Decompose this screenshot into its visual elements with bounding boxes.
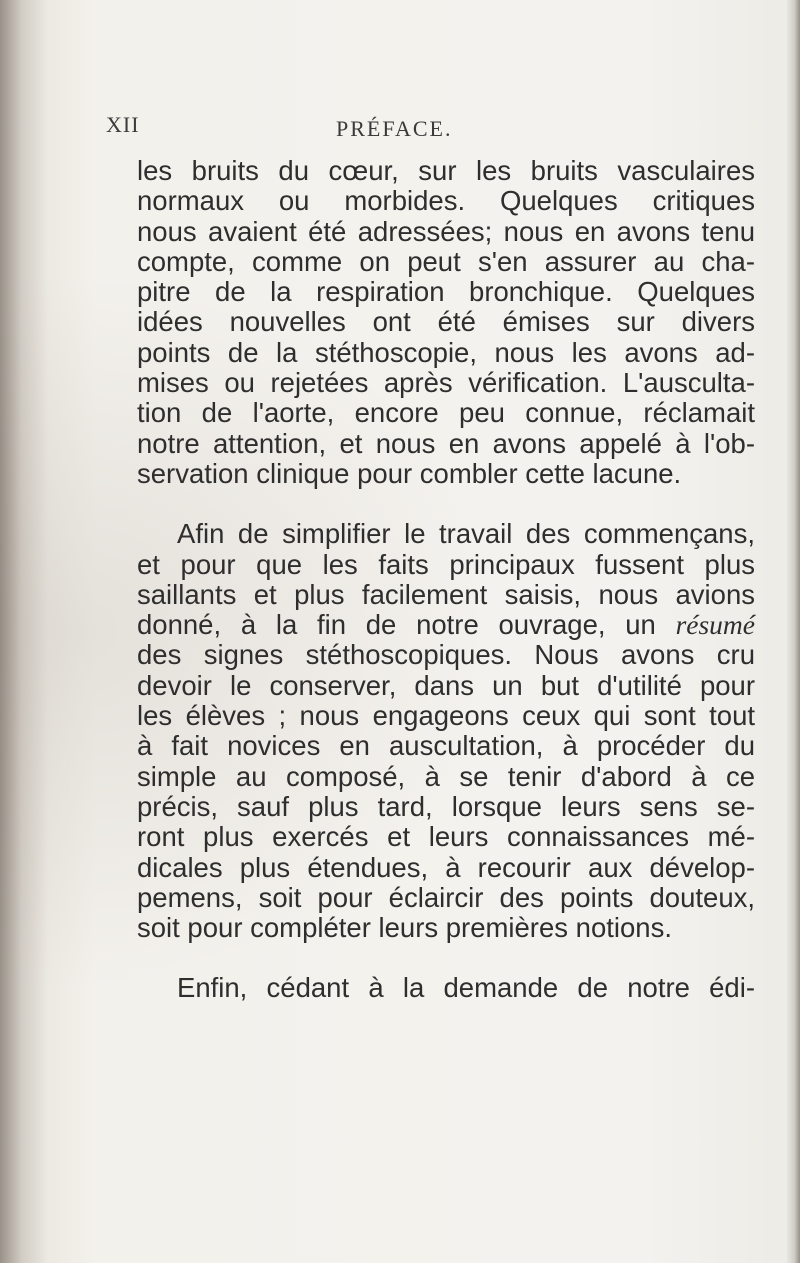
paragraph-gap (137, 489, 755, 519)
text-line: points de la stéthoscopie, nous les avons ad- (137, 336, 755, 368)
page-number: XII (106, 112, 140, 137)
text-line: devoir le conserver, dans un but d'utilité pour (137, 669, 755, 701)
page-edge (786, 0, 800, 1263)
text-line: à fait novices en auscultation, à procéder du (137, 730, 755, 762)
text-line: précis, sauf plus tard, lorsque leurs sens se- (137, 790, 755, 822)
text-line: saillants et plus facilement saisis, nous avions (137, 578, 755, 610)
text-line: servation clinique pour combler cette lacune. (137, 457, 682, 489)
text-line: et pour que les faits principaux fussent plus (137, 548, 755, 580)
text-line: tion de l'aorte, encore peu connue, réclamait (137, 397, 755, 429)
text-line: notre attention, et nous en avons appelé à l'ob- (137, 427, 755, 459)
text-line: simple au composé, à se tenir d'abord à ce (137, 760, 755, 792)
text-line: les bruits du cœur, sur les bruits vasculaires (137, 155, 755, 186)
text-line: Enfin, cédant à la demande de notre édi- (177, 972, 755, 1004)
italic-word: résumé (675, 609, 755, 641)
text-line: nous avaient été adressées; nous en avons tenu (137, 215, 755, 247)
text-line-with-italic (137, 610, 755, 640)
paragraph-3 (137, 973, 755, 1003)
text-line: soit pour compléter leurs premières notions. (137, 912, 672, 944)
page-header (0, 112, 800, 152)
text-line: dicales plus étendues, à recourir aux dévelop- (137, 851, 755, 883)
text-line: Afin de simplifier le travail des commençans, (177, 518, 755, 550)
paragraph-2 (137, 519, 755, 943)
text-line: pemens, soit pour éclaircir des points douteux, (137, 881, 755, 913)
paragraph-gap (137, 943, 755, 973)
text-line: pitre de la respiration bronchique. Quelques (137, 276, 755, 308)
text-segment: donné, à la fin de notre ouvrage, un (137, 609, 656, 641)
text-line: compte, comme on peut s'en assurer au cha- (137, 245, 755, 277)
text-line: ront plus exercés et leurs connaissances mé- (137, 821, 755, 853)
text-line: idées nouvelles ont été émises sur divers (137, 306, 755, 338)
text-line: des signes stéthoscopiques. Nous avons cru (137, 639, 755, 671)
text-line: mises ou rejetées après vérification. L'ausculta- (137, 367, 755, 399)
body-text (137, 156, 755, 1004)
running-head: PRÉFACE. (336, 116, 453, 141)
text-line: les élèves ; nous engageons ceux qui sont tout (137, 700, 755, 732)
paragraph-1 (137, 156, 755, 489)
text-line: normaux ou morbides. Quelques critiques (137, 185, 755, 217)
binding-shadow (0, 0, 48, 1263)
